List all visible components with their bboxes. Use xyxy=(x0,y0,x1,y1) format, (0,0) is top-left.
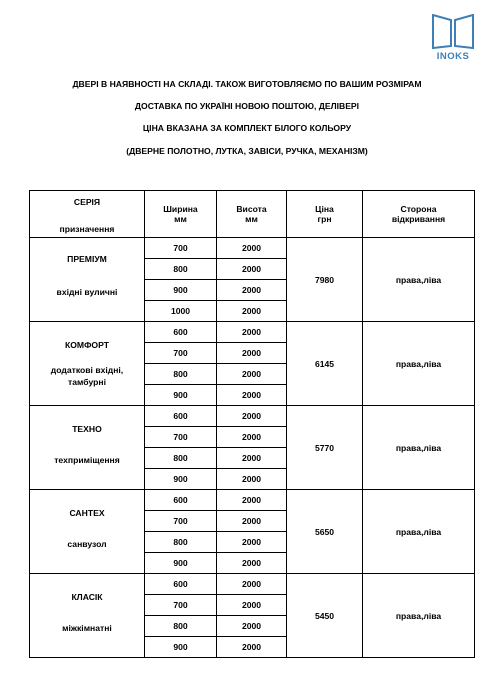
side-cell: права,ліва xyxy=(363,322,475,406)
width-cell: 900 xyxy=(145,280,217,301)
width-cell: 800 xyxy=(145,259,217,280)
side-cell: права,ліва xyxy=(363,238,475,322)
price-table xyxy=(29,190,475,658)
logo-text: INOKS xyxy=(436,51,470,62)
width-cell: 600 xyxy=(145,490,217,511)
width-cell: 700 xyxy=(145,427,217,448)
height-cell: 2000 xyxy=(217,301,287,322)
column-header-width-title: Ширина xyxy=(163,204,198,214)
column-header-side xyxy=(363,191,475,238)
width-cell: 800 xyxy=(145,616,217,637)
height-cell: 2000 xyxy=(217,448,287,469)
series-name: КЛАСІК xyxy=(71,592,103,602)
height-cell: 2000 xyxy=(217,637,287,658)
header-line-price-note: ЦІНА ВКАЗАНА ЗА КОМПЛЕКТ БІЛОГО КОЛЬОРУ xyxy=(142,123,352,133)
series-cell xyxy=(30,406,145,490)
price-cell: 5770 xyxy=(287,406,363,490)
height-cell: 2000 xyxy=(217,364,287,385)
width-cell: 1000 xyxy=(145,301,217,322)
series-purpose: техприміщення xyxy=(54,455,120,465)
price-cell: 5450 xyxy=(287,574,363,658)
side-cell: права,ліва xyxy=(363,574,475,658)
price-cell: 7980 xyxy=(287,238,363,322)
series-purpose: додаткові вхідні, тамбурні xyxy=(50,365,124,387)
height-cell: 2000 xyxy=(217,385,287,406)
width-cell: 900 xyxy=(145,385,217,406)
height-cell: 2000 xyxy=(217,280,287,301)
height-cell: 2000 xyxy=(217,511,287,532)
width-cell: 700 xyxy=(145,343,217,364)
column-header-price-unit: грн xyxy=(317,214,332,224)
series-purpose: вхідні вуличні xyxy=(56,287,118,297)
height-cell: 2000 xyxy=(217,553,287,574)
table-row xyxy=(30,406,475,427)
series-cell xyxy=(30,238,145,322)
series-purpose: міжкімнатні xyxy=(62,623,112,633)
width-cell: 700 xyxy=(145,511,217,532)
table-row xyxy=(30,574,475,595)
column-header-series-title: СЕРІЯ xyxy=(73,197,101,207)
width-cell: 900 xyxy=(145,553,217,574)
header-line-delivery: ДОСТАВКА ПО УКРАЇНІ НОВОЮ ПОШТОЮ, ДЕЛІВЕРІ xyxy=(134,101,360,111)
series-name: САНТЕХ xyxy=(69,508,105,518)
height-cell: 2000 xyxy=(217,616,287,637)
width-cell: 800 xyxy=(145,448,217,469)
height-cell: 2000 xyxy=(217,322,287,343)
width-cell: 900 xyxy=(145,637,217,658)
series-cell xyxy=(30,490,145,574)
table-row xyxy=(30,238,475,259)
height-cell: 2000 xyxy=(217,406,287,427)
height-cell: 2000 xyxy=(217,259,287,280)
height-cell: 2000 xyxy=(217,427,287,448)
table-row xyxy=(30,322,475,343)
series-purpose: санвузол xyxy=(67,539,107,549)
height-cell: 2000 xyxy=(217,343,287,364)
series-name: КОМФОРТ xyxy=(65,340,109,350)
column-header-price-title: Ціна xyxy=(315,204,334,214)
width-cell: 600 xyxy=(145,574,217,595)
series-name: ПРЕМІУМ xyxy=(67,254,107,264)
height-cell: 2000 xyxy=(217,595,287,616)
column-header-width-unit: мм xyxy=(174,214,187,224)
price-cell: 5650 xyxy=(287,490,363,574)
width-cell: 800 xyxy=(145,364,217,385)
column-header-width xyxy=(145,191,217,238)
width-cell: 600 xyxy=(145,322,217,343)
header-line-stock: ДВЕРІ В НАЯВНОСТІ НА СКЛАДІ. ТАКОЖ ВИГОТОВЛЯЄМО ПО ВАШИМ РОЗМІРАМ xyxy=(72,79,422,89)
table-row xyxy=(30,490,475,511)
column-header-side-title: Сторона xyxy=(400,204,437,214)
series-cell xyxy=(30,574,145,658)
price-cell: 6145 xyxy=(287,322,363,406)
side-cell: права,ліва xyxy=(363,490,475,574)
side-cell: права,ліва xyxy=(363,406,475,490)
height-cell: 2000 xyxy=(217,490,287,511)
header-line-kit: (ДВЕРНЕ ПОЛОТНО, ЛУТКА, ЗАВІСИ, РУЧКА, МЕХАНІЗМ) xyxy=(126,146,368,156)
height-cell: 2000 xyxy=(217,574,287,595)
table-header-row xyxy=(30,191,475,238)
column-header-price xyxy=(287,191,363,238)
series-cell xyxy=(30,322,145,406)
logo-door-icon xyxy=(432,14,474,50)
width-cell: 600 xyxy=(145,406,217,427)
width-cell: 900 xyxy=(145,469,217,490)
width-cell: 700 xyxy=(145,238,217,259)
column-header-height-unit: мм xyxy=(245,214,258,224)
height-cell: 2000 xyxy=(217,532,287,553)
column-header-side-subtitle: відкривання xyxy=(391,214,446,224)
height-cell: 2000 xyxy=(217,469,287,490)
column-header-series xyxy=(30,191,145,238)
width-cell: 800 xyxy=(145,532,217,553)
series-name: ТЕХНО xyxy=(72,424,102,434)
column-header-series-purpose: призначення xyxy=(59,224,115,234)
column-header-height xyxy=(217,191,287,238)
inoks-logo xyxy=(428,14,478,60)
column-header-height-title: Висота xyxy=(236,204,267,214)
height-cell: 2000 xyxy=(217,238,287,259)
width-cell: 700 xyxy=(145,595,217,616)
